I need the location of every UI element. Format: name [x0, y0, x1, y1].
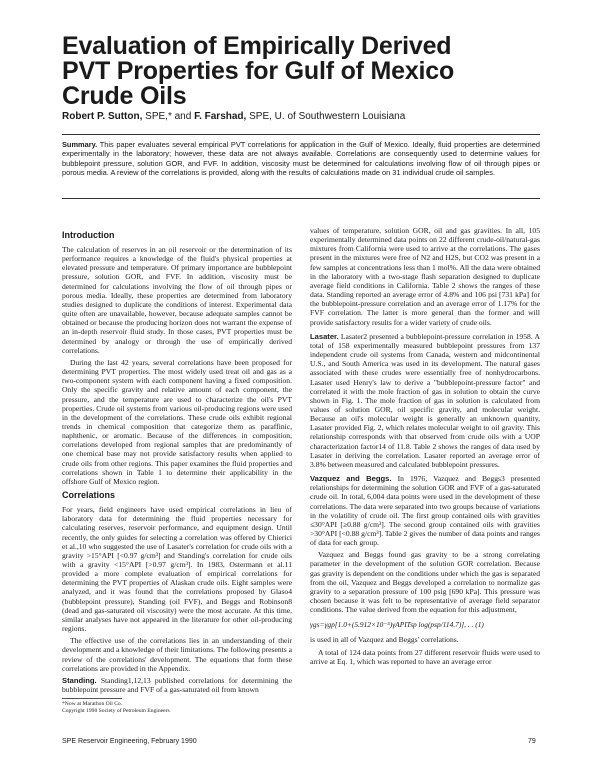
equation-1-body: γgs=γgp[1.0+(5.912×10⁻⁵)γAPITsp log(psp/114.7)], . . (1): [310, 620, 484, 630]
correlations-heading: Correlations: [62, 490, 116, 501]
equation-1: [310, 620, 540, 629]
author-1-name: Robert P. Sutton,: [62, 111, 143, 122]
summary-label: Summary.: [62, 140, 98, 149]
vazquez-beggs-paragraph: [310, 474, 540, 547]
introduction-heading: Introduction: [62, 230, 115, 240]
vazquez-beggs-run-in-head: Vazquez and Beggs.: [310, 474, 392, 484]
journal-footer: SPE Reservoir Engineering, February 1990: [62, 738, 197, 745]
page-number: 79: [528, 738, 536, 745]
title-line: PVT Properties for Gulf of Mexico: [62, 57, 455, 85]
vazquez-beggs-paragraph-4: A total of 124 data points from 27 different reservoir fluids were used to arrive at Eq. 1, which was reported to have an average error: [310, 647, 540, 666]
standing-continued-paragraph: values of temperature, solution GOR, oil and gas gravities. In all, 105 experimentally determined data points on 22 different crude-oil/natural-gas mixtures from California were used to arrive at the correlations. The gases present in the mixtures were free of N2 and H2S, but CO2 was present in a few samples at concentrations less than 1 mol%. All the data were obtained in the laboratory with a two-stage flash separation designed to duplicate average field conditions in California. Table 2 shows the ranges of these data. Standing reported an average error of 4.8% and 106 psi [731 kPa] for the bubblepoint-pressure correlation and an average error of 1.17% for the FVF correlation. The latter is more general than the former and will provide satisfactory results for a wider variety of crude oils.: [310, 226, 540, 327]
summary-text: This paper evaluates several empirical PVT correlations for application in the Gulf of Mexico. Ideally, fluid properties are determined experimentally in the laboratory; however, these data are not always available. Correlations are consequently used to determine values for bubblepoint pressure, solution GOR, and FVF. In addition, viscosity must be determined for calculations involving flow of oil through pipes or porous media. A review of the correlations is provided, along with the results of calculations made on 31 individual crude oil samples.: [62, 140, 540, 178]
footnote-rule: [62, 698, 122, 699]
summary-top-rule: [62, 134, 540, 135]
vazquez-beggs-paragraph-3: is used in all of Vazquez and Beggs' correlations.: [310, 635, 459, 645]
author-2-affiliation: SPE, U. of Southwestern Louisiana: [246, 111, 406, 122]
lasater-paragraph: [310, 332, 540, 469]
title-line: Crude Oils: [62, 82, 187, 110]
vazquez-beggs-text: In 1976, Vazquez and Beggs3 presented relationships for determining the solution GOR and FVF of a gas-saturated crude oil. In total, 6,004 data points were used in the development of these correlations. The data were separated into two groups because of variations in the volatility of crude oil. The first group contained oils with gravities ≤30°API [≥0.88 g/cm³]. The second group contained oils with gravities >30°API [<0.88 g/cm³]. Table 2 gives the number of data points and ranges of data for each group.: [310, 474, 540, 548]
summary-block: [62, 140, 540, 178]
footnote-copyright: Copyright 1990 Society of Petroleum Engineers: [62, 708, 170, 715]
title-line: Evaluation of Empirically Derived: [62, 32, 452, 60]
intro-paragraph-2: During the last 42 years, several correlations have been proposed for determining PVT properties. The most widely used treat oil and gas as a two-component system with each component having a fixed composition. Only the specific gravity and relative amount of each component, the pressure, and the temperature are used to characterize the oil's PVT properties. Crude oil systems from various oil-producing regions were used in the development of the correlations. These crude oils exhibit regional trends in chemical composition that categorize them as paraffinic, naphthenic, or aromatic. Because of the differences in composition, correlations developed from regional samples that are predominantly of one chemical base may not provide satisfactory results when applied to crude oils from other regions. This paper examines the fluid properties and correlations shown in Table 1 to determine their applicability in the offshore Gulf of Mexico region.: [62, 357, 292, 486]
author-1-affiliation: SPE,* and: [142, 111, 195, 122]
vazquez-beggs-paragraph-2: Vazquez and Beggs found gas gravity to be a strong correlating parameter in the development of the solution GOR correlation. Because gas gravity is dependent on the conditions under which the gas is separated from the oil, Vazquez and Beggs developed a correlation to normalize gas gravity to a separation pressure of 100 psig [690 kPa]. This pressure was chosen because it was felt to be representative of average field separator conditions. The value derived from the equation for this adjustment,: [310, 550, 540, 615]
right-column: [310, 226, 540, 669]
standing-paragraph: [62, 676, 292, 694]
correlations-paragraph-1: For years, field engineers have used empirical correlations in lieu of laboratory data for determining the fluid properties necessary for calculating reserves, reservoir performance, and equipment design. Until recently, the only guides for selecting a correlation was offered by Chierici et al.,10 who suggested the use of Lasater's correlation for crude oils with a gravity >15°API [<0.97 g/cm³] and Standing's correlation for crude oils with a gravity <15°API [>0.97 g/cm³]. In 1983, Ostermann et al.11 provided a more complete evaluation of empirical correlations for determining the PVT properties of Alaskan crude oils. Eight samples were analyzed, and it was found that the correlations proposed by Glaso4 (bubblepoint pressure), Standing (oil FVF), and Beggs and Robinson8 (dead and gas-saturated oil viscosity) were the most accurate. At this time, similar analyses have not appeared in the literature for other oil-producing regions.: [62, 505, 292, 634]
standing-text: Standing1,12,13 published correlations for determining the bubblepoint pressure and FVF of a gas-saturated oil from known: [62, 675, 292, 695]
standing-run-in-head: Standing.: [62, 675, 97, 685]
lasater-text: Lasater2 presented a bubblepoint-pressure correlation in 1958. A total of 158 experimentally measured bubblepoint pressures from 137 independent crude oil systems from Canada, western and midcontinental U.S., and South America was used in its development. The natural gases associated with these crudes were essentially free of nonhydrocarbons. Lasater used Henry's law to derive a "bubblepoint-pressure factor" and correlated it with the mole fraction of gas in solution to obtain the curve shown in Fig. 1. The mole fraction of gas in solution is calculated from values of solution GOR, oil specific gravity, and molecular weight. Because an oil's molecular weight is generally an unknown quantity, Lasater provided Fig. 2, which relates molecular weight to oil gravity. This relationship corresponds with that observed from crude oils with a UOP characterization factor14 of 11.8. Table 2 shows the ranges of data used by Lasater in deriving the correlation. Lasater reported an average error of 3.8% between measured and calculated bubblepoint pressures.: [310, 331, 540, 469]
correlations-paragraph-2: The effective use of the correlations lies in an understanding of their development and a knowledge of their limitations. The following presents a review of the correlations' development. The equations that form these correlations are provided in the Appendix.: [62, 636, 292, 673]
left-column: [62, 226, 292, 715]
author-line: [62, 111, 405, 122]
paper-title: [62, 34, 562, 109]
intro-paragraph-1: The calculation of reserves in an oil reservoir or the determination of its performance requires a knowledge of the fluid's physical properties at elevated pressure and temperature. Of primary importance are bubblepoint pressure, solution GOR, and FVF. In addition, viscosity must be determined for calculations involving the flow of oil through pipes or porous media. Ideally, these properties are determined from laboratory studies designed to duplicate the conditions of interest. Experimental data quite often are unavailable, however, because adequate samples cannot be obtained or because the producing horizon does not warrant the expense of an in-depth reservoir fluid study. In those cases, PVT properties must be determined by analogy or through the use of empirically derived correlations.: [62, 245, 292, 355]
footnote-affiliation: *Now at Marathon Oil Co.: [62, 701, 123, 708]
lasater-run-in-head: Lasater.: [310, 331, 339, 341]
summary-bottom-rule: [62, 198, 540, 199]
author-2-name: F. Farshad,: [194, 111, 247, 122]
